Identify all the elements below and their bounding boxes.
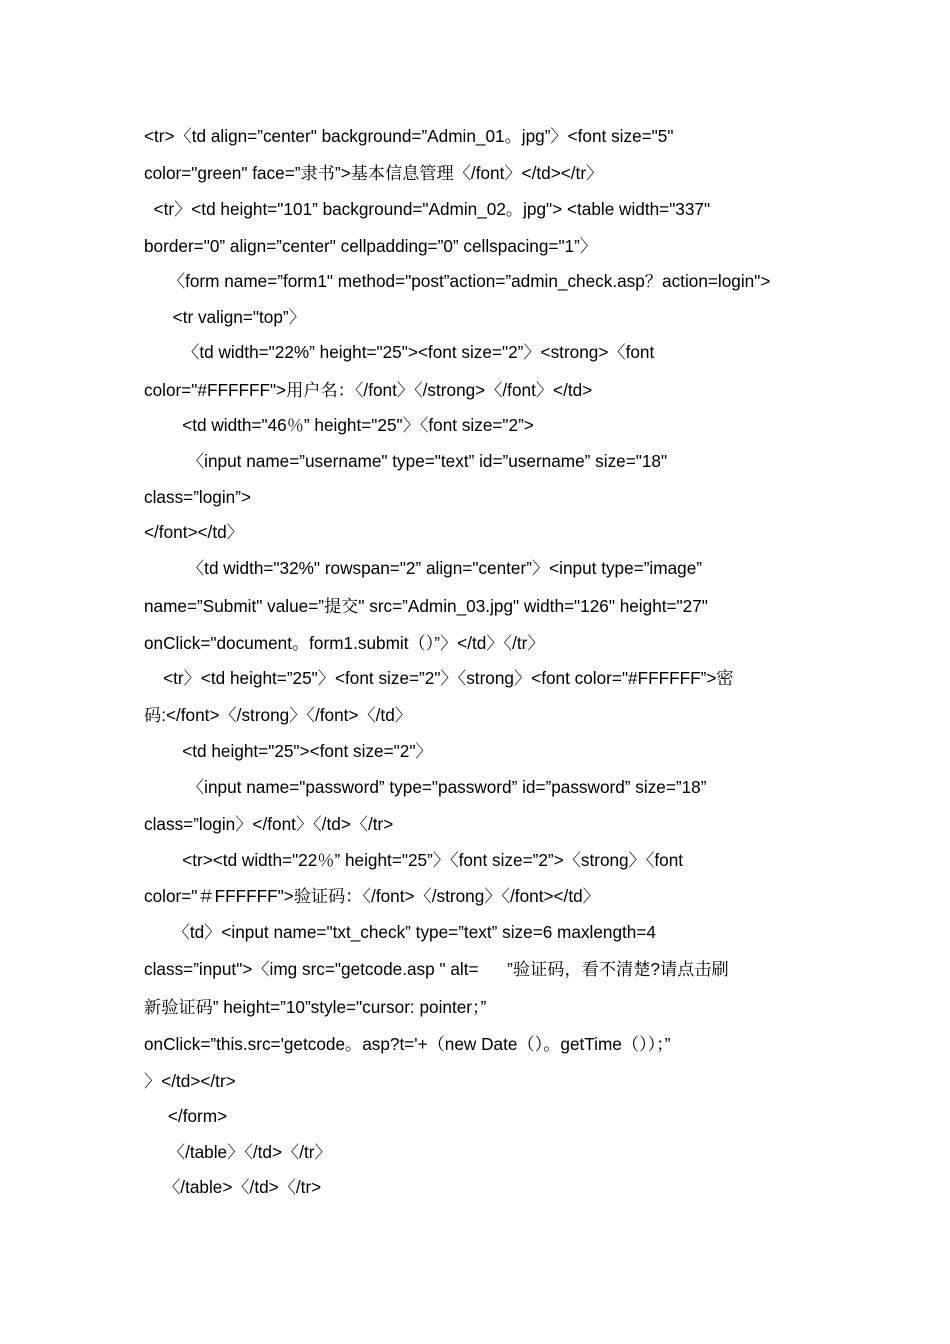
text-line: color="#FFFFFF">用户名：〈/font〉〈/strong>〈/font〉</td> bbox=[144, 380, 593, 400]
text-line: 〈input name=”username" type="text” id=”username” size="18" bbox=[144, 451, 668, 471]
text-line: color="green" face=”隶书”>基本信息管理〈/font〉</td></tr〉 bbox=[144, 163, 604, 183]
text-line: 〈input name="password” type="password” id=”password” size=”18” bbox=[144, 777, 707, 797]
text-line: name=”Submit" value=”提交" src=”Admin_03.jpg" width="126" height="27" bbox=[144, 596, 708, 616]
text-line: <tr〉<td height="101” background="Admin_02。jpg"> <table width="337" bbox=[144, 199, 711, 219]
text-line: <td height="25"><font size="2"〉 bbox=[144, 741, 433, 761]
text-line: 〈td〉<input name="txt_check” type=”text” size=6 maxlength=4 bbox=[144, 922, 656, 942]
text-line: 〈/table>〈/td>〈/tr> bbox=[144, 1177, 322, 1197]
text-line: onClick="document。form1.submit（）”〉</td〉〈/tr〉 bbox=[144, 633, 545, 653]
text-line: color="＃FFFFFF">验证码：〈/font>〈/strong〉〈/font></td〉 bbox=[144, 886, 600, 906]
text-line: class=”login”> bbox=[144, 487, 251, 507]
text-line: class=”login〉</font〉〈/td>〈/tr> bbox=[144, 814, 394, 834]
text-line: class=”input">〈img src="getcode.asp " alt= ”验证码，看不清楚?请点击刷 bbox=[144, 959, 729, 979]
text-line: border="0” align=”center" cellpadding=”0” cellspacing="1”〉 bbox=[144, 236, 598, 256]
text-line: 〈td width="22%” height="25"><font size="2”〉<strong>〈font bbox=[144, 342, 655, 362]
text-line: 〈form name=”form1" method="post”action=”admin_check.asp？action=login"> bbox=[144, 271, 771, 291]
text-line: </form> bbox=[144, 1106, 228, 1126]
text-line: 码:</font>〈/strong〉〈/font>〈/td〉 bbox=[144, 705, 412, 725]
text-line: 〉</td></tr> bbox=[144, 1071, 236, 1091]
text-line: 〈td width="32%" rowspan="2” align="center”〉<input type=”image” bbox=[144, 558, 702, 578]
text-line: <tr valign="top”〉 bbox=[144, 307, 306, 327]
text-line: <tr>〈td align=”center" background=”Admin_01。jpg”〉<font size="5" bbox=[144, 126, 674, 146]
text-line: <tr><td width="22％” height="25”〉〈font size=”2”>〈strong〉〈font bbox=[144, 850, 684, 870]
text-line: onClick=”this.src='getcode。asp?t='+（new Date（）。getTime（））；” bbox=[144, 1034, 671, 1054]
text-line: 〈/table〉〈/td>〈/tr〉 bbox=[144, 1142, 332, 1162]
text-line: </font></td〉 bbox=[144, 522, 244, 542]
text-line: <td width="46％” height="25"〉〈font size="2”> bbox=[144, 415, 534, 435]
text-line: <tr〉<td height=”25"〉<font size=”2"〉〈strong〉<font color="#FFFFFF”>密 bbox=[144, 668, 734, 688]
text-line: 新验证码” height=”10”style="cursor: pointer；” bbox=[144, 997, 487, 1017]
